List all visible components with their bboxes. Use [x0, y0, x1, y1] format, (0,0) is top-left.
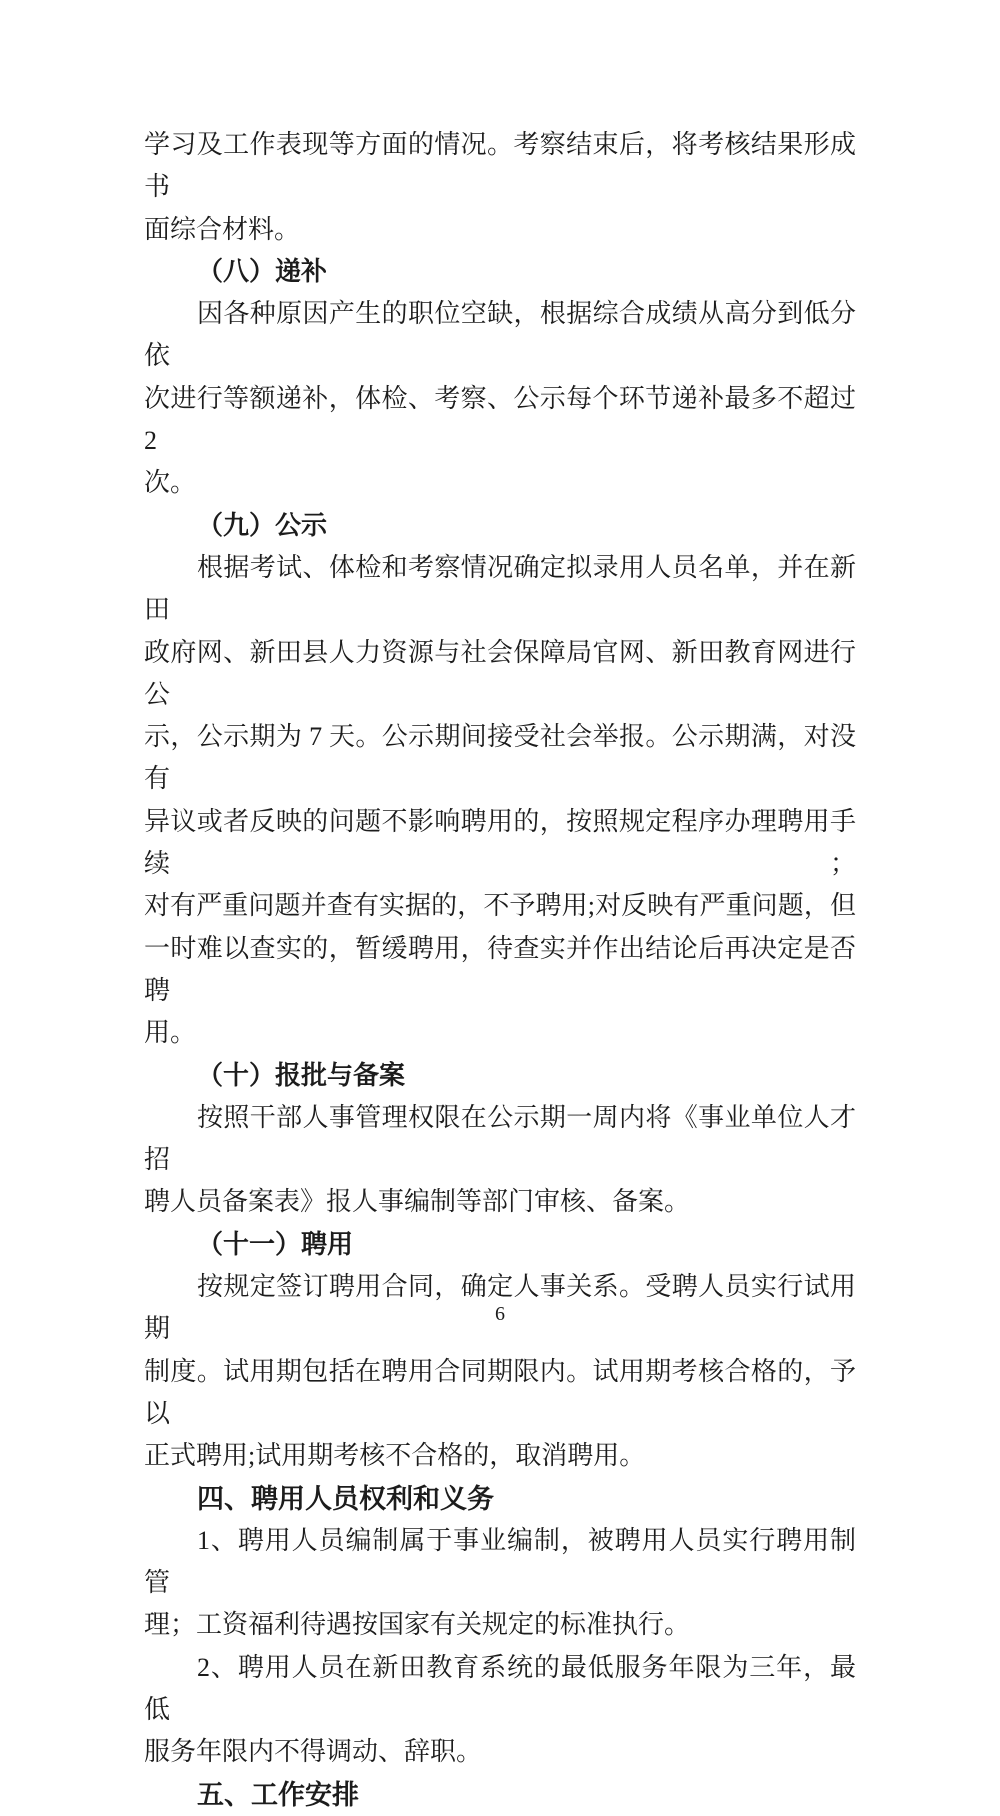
text-line: 聘人员备案表》报人事编制等部门审核、备案。 [144, 1187, 691, 1217]
text-line: 因各种原因产生的职位空缺，根据综合成绩从高分到低分依 [144, 299, 856, 371]
text-line: 示，公示期为 7 天。公示期间接受社会举报。公示期满，对没有 [144, 722, 856, 794]
text-line: 服务年限内不得调动、辞职。 [144, 1737, 483, 1767]
text-line: 一时难以查实的，暂缓聘用，待查实并作出结论后再决定是否聘 [144, 933, 856, 1005]
text-line: 次进行等额递补，体检、考察、公示每个环节递补最多不超过 2 [144, 383, 856, 456]
text-line: 按规定签订聘用合同，确定人事关系。受聘人员实行试用期 [144, 1272, 856, 1344]
heading-8-supplement: （八）递补 [197, 256, 328, 286]
text-line: 按照干部人事管理权限在公示期一周内将《事业单位人才招 [144, 1102, 856, 1175]
heading-9-publicity: （九）公示 [197, 510, 328, 540]
text-line: 2、聘用人员在新田教育系统的最低服务年限为三年，最低 [144, 1652, 856, 1724]
text-line: 政府网、新田县人力资源与社会保障局官网、新田教育网进行公 [144, 637, 856, 709]
text-line: 次。 [144, 468, 197, 498]
text-line: 用。 [144, 1018, 197, 1048]
document-body [144, 124, 856, 1816]
text-line: 1、聘用人员编制属于事业编制，被聘用人员实行聘用制管 [144, 1525, 856, 1598]
heading-11-employment: （十一）聘用 [197, 1229, 354, 1259]
text-line: 异议或者反映的问题不影响聘用的，按照规定程序办理聘用手续； [144, 806, 856, 879]
text-line: 面综合材料。 [144, 214, 301, 244]
text-line: 对有严重问题并查有实据的，不予聘用;对反映有严重问题，但 [144, 891, 856, 921]
text-line: 制度。试用期包括在聘用合同期限内。试用期考核合格的，予以 [144, 1356, 856, 1428]
heading-10-approval: （十）报批与备案 [197, 1060, 406, 1090]
heading-5-work: 五、工作安排 [197, 1779, 359, 1810]
text-line: 学习及工作表现等方面的情况。考察结束后，将考核结果形成书 [144, 130, 856, 202]
page-number: 6 [495, 1303, 505, 1325]
text-line: 正式聘用;试用期考核不合格的，取消聘用。 [144, 1441, 646, 1471]
text-line: 根据考试、体检和考察情况确定拟录用人员名单，并在新田 [144, 552, 856, 625]
text-line: 理；工资福利待遇按国家有关规定的标准执行。 [144, 1610, 691, 1640]
heading-4-rights: 四、聘用人员权利和义务 [197, 1483, 494, 1514]
